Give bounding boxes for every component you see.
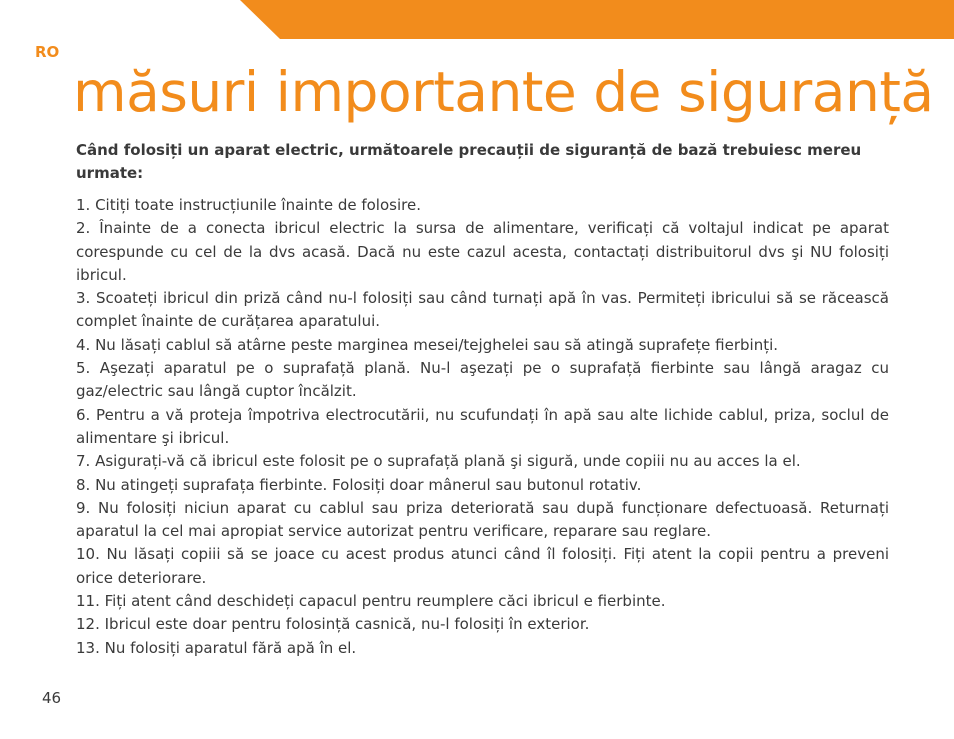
list-item: 10. Nu lăsați copiii să se joace cu acest produs atunci când îl folosiți. Fiți atent la copii pentru a preveni orice deteriorare. xyxy=(76,545,889,587)
list-item: 11. Fiți atent când deschideți capacul pentru reumplere căci ibricul e fierbinte. xyxy=(76,592,666,611)
list-item: 3. Scoateți ibricul din priză când nu-l folosiți sau când turnați apă în vas. Permiteți ibricului să se răcească complet înainte de curățarea aparatului. xyxy=(76,289,889,331)
page-number: 46 xyxy=(42,689,62,707)
page-title: măsuri importante de siguranță xyxy=(73,60,934,124)
list-item: 9. Nu folosiți niciun aparat cu cablul sau priza deteriorată sau după funcționare defectuoasă. Returnați aparatul la cel mai apropiat service autorizat pentru verificare, reparare sau reglare. xyxy=(76,498,889,541)
header-accent-bar xyxy=(240,0,954,39)
list-item: 5. Aşezați aparatul pe o suprafață plană. Nu-l aşezați pe o suprafață fierbinte sau lângă aragaz cu gaz/electric sau lângă cuptor încălzit. xyxy=(76,359,889,401)
instruction-list xyxy=(76,194,889,660)
language-code: RO xyxy=(35,43,60,61)
list-item: 8. Nu atingeți suprafața fierbinte. Folosiți doar mânerul sau butonul rotativ. xyxy=(76,475,642,494)
list-item: 12. Ibricul este doar pentru folosință casnică, nu-l folosiți în exterior. xyxy=(76,615,590,634)
list-item: 1. Citiți toate instrucțiunile înainte de folosire. xyxy=(76,196,421,214)
list-item: 4. Nu lăsați cablul să atârne peste marginea mesei/tejghelei sau să atingă suprafețe fierbinți. xyxy=(76,335,779,354)
list-item: 6. Pentru a vă proteja împotriva electrocutării, nu scufundați în apă sau alte lichide cablul, priza, soclul de alimentare şi ibricul. xyxy=(76,405,889,447)
intro-text: Când folosiți un aparat electric, următoarele precauții de siguranță de bază trebuiesc mereu urmate: xyxy=(76,141,862,182)
list-item: 7. Asigurați-vă că ibricul este folosit pe o suprafață plană şi sigură, unde copiii nu au acces la el. xyxy=(76,452,801,471)
list-item: 2. Înainte de a conecta ibricul electric la sursa de alimentare, verificați că voltajul indicat pe aparat corespunde cu cel de la dvs acasă. Dacă nu este cazul acesta, contactați distribuitorul dvs şi NU folosiți ibricul. xyxy=(76,219,889,284)
list-item: 13. Nu folosiți aparatul fără apă în el. xyxy=(76,638,357,657)
